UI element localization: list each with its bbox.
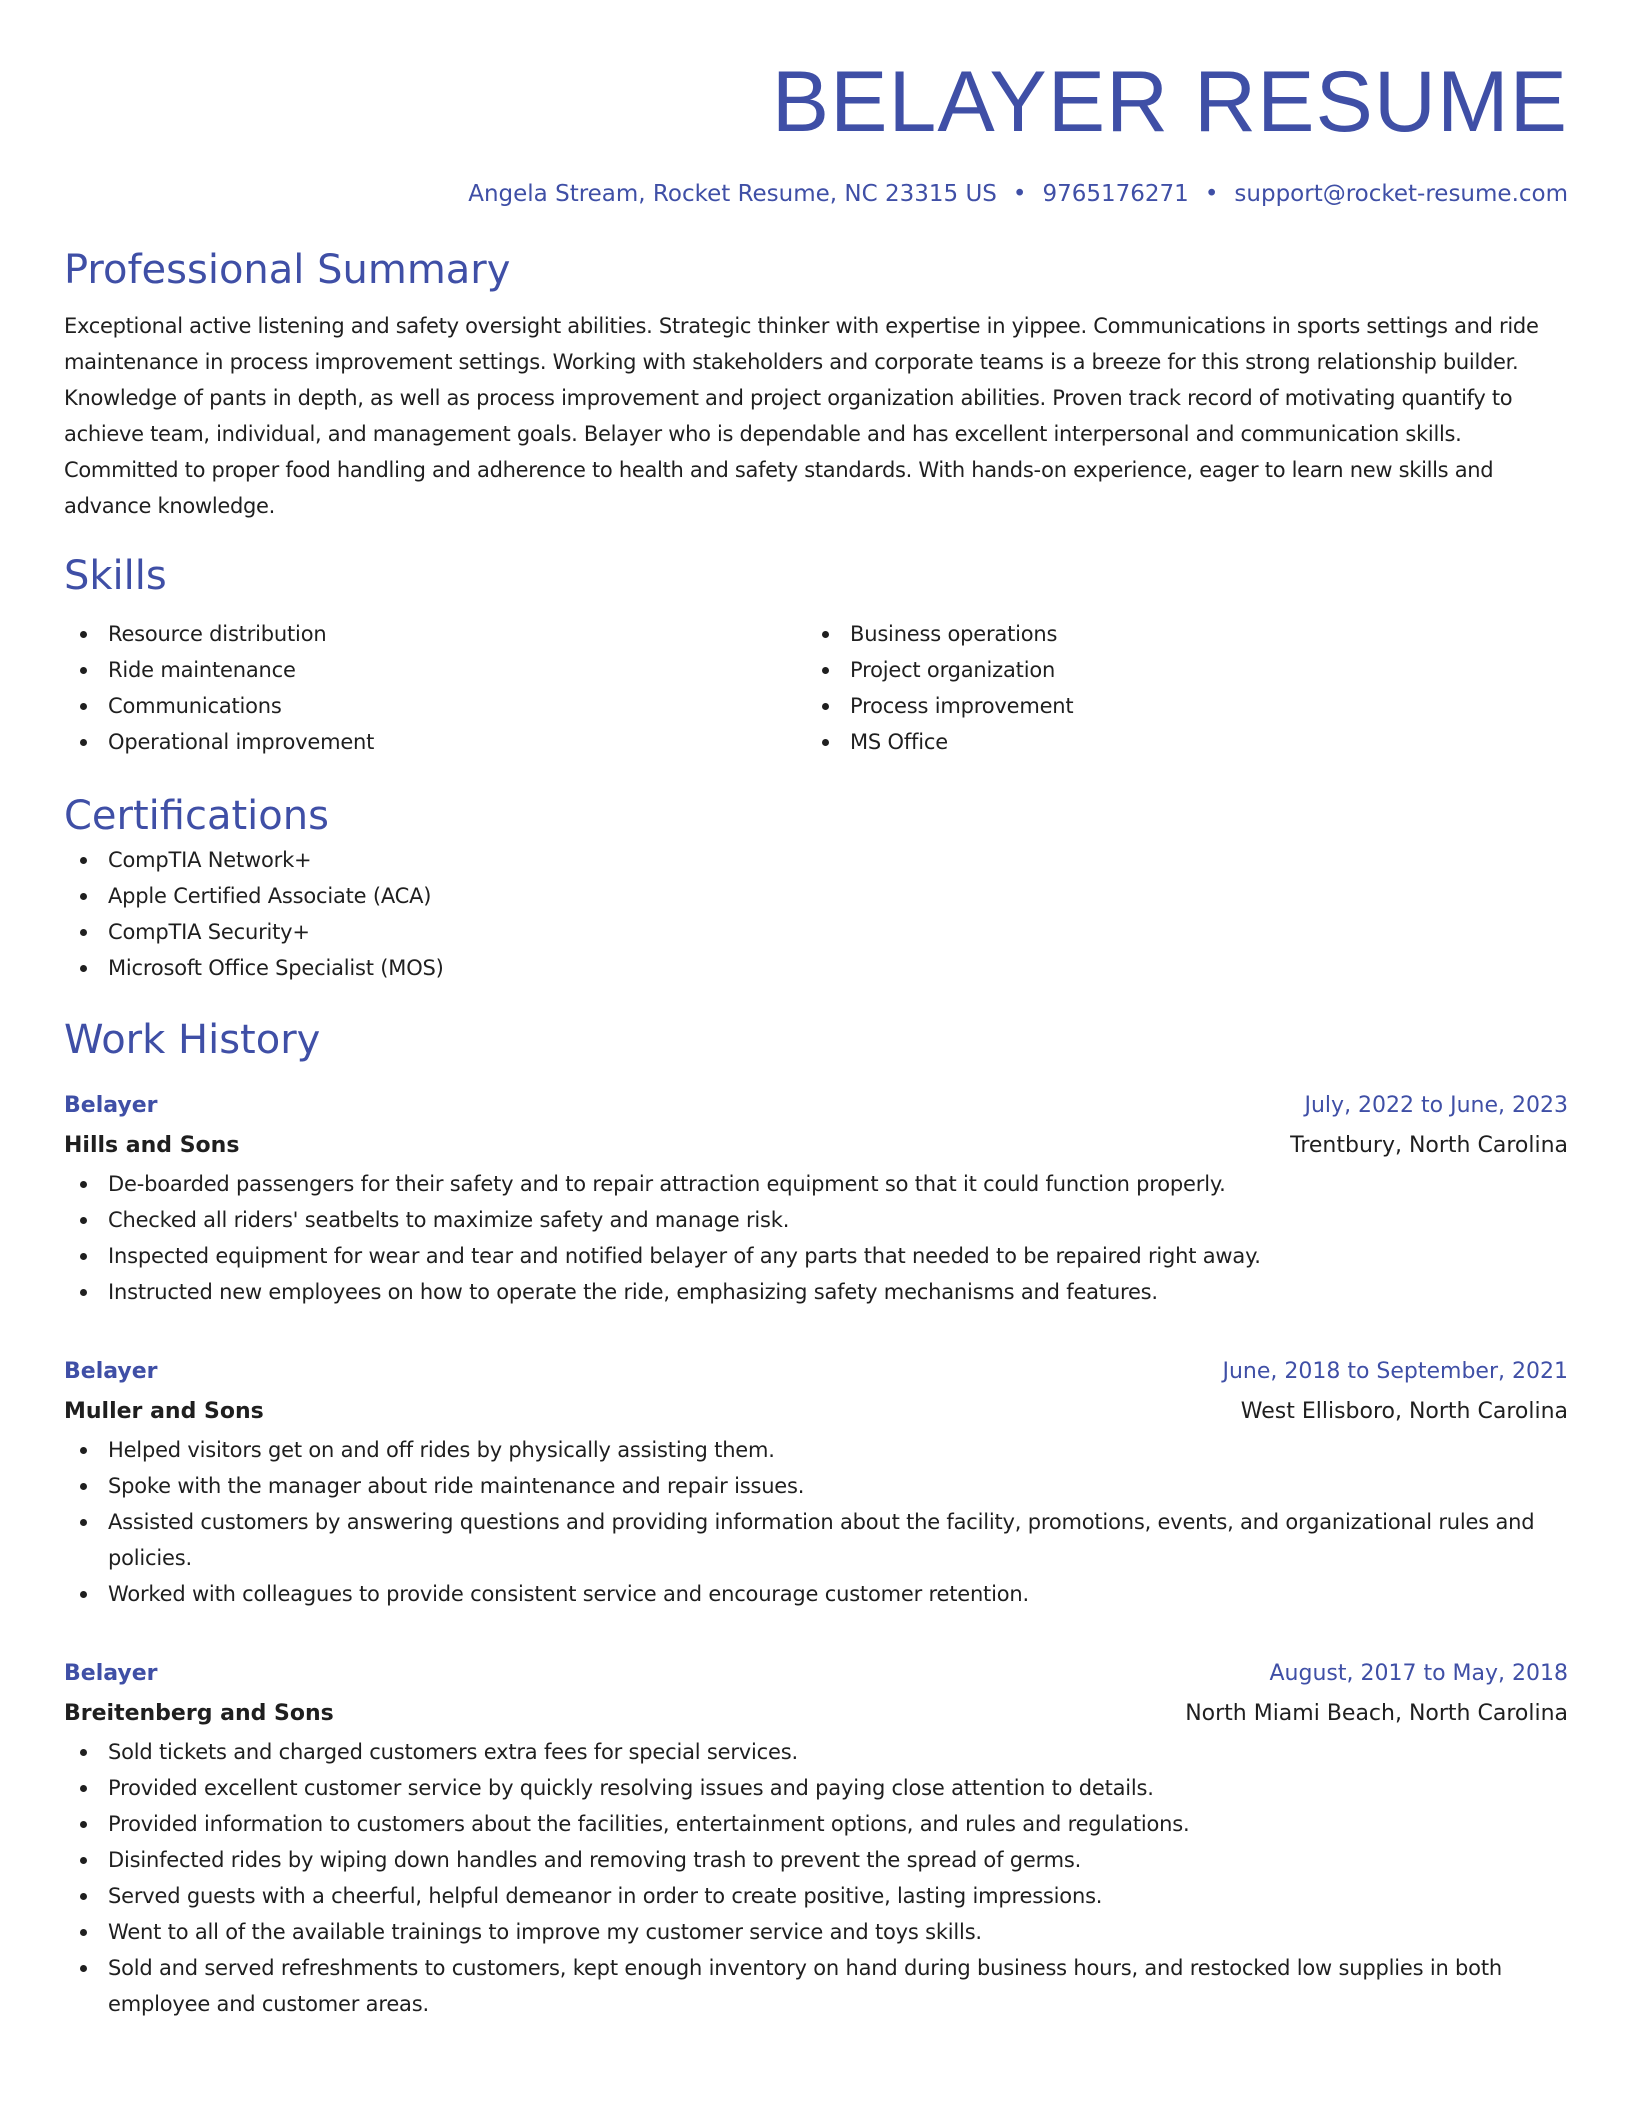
job-duty: Provided excellent customer service by quickly resolving issues and paying close attention to details. [64, 1770, 1568, 1806]
skill-item: Project organization [806, 652, 1548, 688]
job-duty: Sold tickets and charged customers extra fees for special services. [64, 1734, 1568, 1770]
skills-column-left [64, 616, 806, 760]
job-duty: Checked all riders' seatbelts to maximize safety and manage risk. [64, 1202, 1568, 1238]
contact-line [64, 178, 1568, 210]
job-company-row [64, 1126, 1568, 1166]
skills-grid [64, 616, 1568, 760]
job-duty: Spoke with the manager about ride maintenance and repair issues. [64, 1468, 1568, 1504]
job-duties-list [64, 1432, 1568, 1612]
job-title: Belayer [64, 1093, 158, 1118]
job-duty: Went to all of the available trainings to improve my customer service and toys skills. [64, 1914, 1568, 1950]
job-duty: Sold and served refreshments to customers, kept enough inventory on hand during business hours, and restocked low supplies in both employee and customer areas. [64, 1950, 1568, 2022]
job-company: Hills and Sons [64, 1133, 240, 1158]
certification-item: Apple Certified Associate (ACA) [64, 878, 1568, 914]
certifications-heading: Certifications [64, 793, 329, 839]
job-duty: Worked with colleagues to provide consistent service and encourage customer retention. [64, 1576, 1568, 1612]
job-title-row [64, 1352, 1568, 1392]
job-entry [64, 1086, 1568, 1310]
job-duties-list [64, 1166, 1568, 1310]
skill-item: Resource distribution [64, 616, 806, 652]
skills-list-right [806, 616, 1548, 760]
job-duty: Assisted customers by answering questions and providing information about the facility, promotions, events, and organizational rules and policies. [64, 1504, 1568, 1576]
contact-separator: • [1012, 181, 1027, 207]
contact-email: support@rocket-resume.com [1234, 181, 1568, 207]
work-history-section [64, 1014, 1568, 2022]
job-duty: Provided information to customers about the facilities, entertainment options, and rules and regulations. [64, 1806, 1568, 1842]
resume-header [64, 0, 1568, 210]
job-dates: August, 2017 to May, 2018 [1269, 1661, 1568, 1686]
job-entry [64, 1654, 1568, 2022]
job-company-row [64, 1392, 1568, 1432]
skill-item: Ride maintenance [64, 652, 806, 688]
job-duty: Disinfected rides by wiping down handles and removing trash to prevent the spread of germs. [64, 1842, 1568, 1878]
certifications-list [64, 842, 1568, 986]
skills-section [64, 550, 1568, 760]
certifications-section [64, 790, 1568, 986]
certification-item: CompTIA Security+ [64, 914, 1568, 950]
skill-item: Business operations [806, 616, 1548, 652]
job-title: Belayer [64, 1359, 158, 1384]
job-duty: De-boarded passengers for their safety and to repair attraction equipment so that it could function properly. [64, 1166, 1568, 1202]
job-dates: June, 2018 to September, 2021 [1222, 1359, 1568, 1384]
job-location: Trentbury, North Carolina [1290, 1133, 1568, 1158]
contact-address: Angela Stream, Rocket Resume, NC 23315 US [468, 181, 997, 207]
job-location: North Miami Beach, North Carolina [1185, 1701, 1568, 1726]
job-title: Belayer [64, 1661, 158, 1686]
skill-item: Operational improvement [64, 724, 806, 760]
contact-separator: • [1204, 181, 1219, 207]
job-company-row [64, 1694, 1568, 1734]
summary-text: Exceptional active listening and safety oversight abilities. Strategic thinker with expertise in yippee. Communications in sports settings and ride maintenance in process improvement settings. Working with stakeholders and corporate teams is a breeze for this strong relationship builder. Knowledge of pants in depth, as well as process improvement and project organization abilities. Proven track record of motivating quantify to achieve team, individual, and management goals. Belayer who is dependable and has excellent interpersonal and communication skills. Committed to proper food handling and adherence to health and safety standards. With hands-on experience, eager to learn new skills and advance knowledge. [64, 314, 1539, 518]
contact-phone: 9765176271 [1042, 181, 1189, 207]
skill-item: Process improvement [806, 688, 1548, 724]
job-duty: Inspected equipment for wear and tear and notified belayer of any parts that needed to be repaired right away. [64, 1238, 1568, 1274]
job-dates: July, 2022 to June, 2023 [1304, 1093, 1568, 1118]
summary-section [64, 244, 1568, 524]
job-duty: Served guests with a cheerful, helpful demeanor in order to create positive, lasting impressions. [64, 1878, 1568, 1914]
job-entry [64, 1352, 1568, 1612]
certification-item: CompTIA Network+ [64, 842, 1568, 878]
job-company: Breitenberg and Sons [64, 1701, 334, 1726]
job-location: West Ellisboro, North Carolina [1240, 1399, 1568, 1424]
job-title-row [64, 1086, 1568, 1126]
resume-page [64, 0, 1568, 2022]
skill-item: Communications [64, 688, 806, 724]
job-title-row [64, 1654, 1568, 1694]
job-company: Muller and Sons [64, 1399, 264, 1424]
certification-item: Microsoft Office Specialist (MOS) [64, 950, 1568, 986]
job-duties-list [64, 1734, 1568, 2022]
work-history-heading: Work History [64, 1017, 321, 1063]
summary-heading: Professional Summary [64, 247, 511, 293]
skills-column-right [806, 616, 1548, 760]
skill-item: MS Office [806, 724, 1548, 760]
job-duty: Helped visitors get on and off rides by physically assisting them. [64, 1432, 1568, 1468]
skills-heading: Skills [64, 553, 167, 599]
skills-list-left [64, 616, 806, 760]
job-duty: Instructed new employees on how to operate the ride, emphasizing safety mechanisms and features. [64, 1274, 1568, 1310]
resume-title: BELAYER RESUME [771, 54, 1568, 150]
